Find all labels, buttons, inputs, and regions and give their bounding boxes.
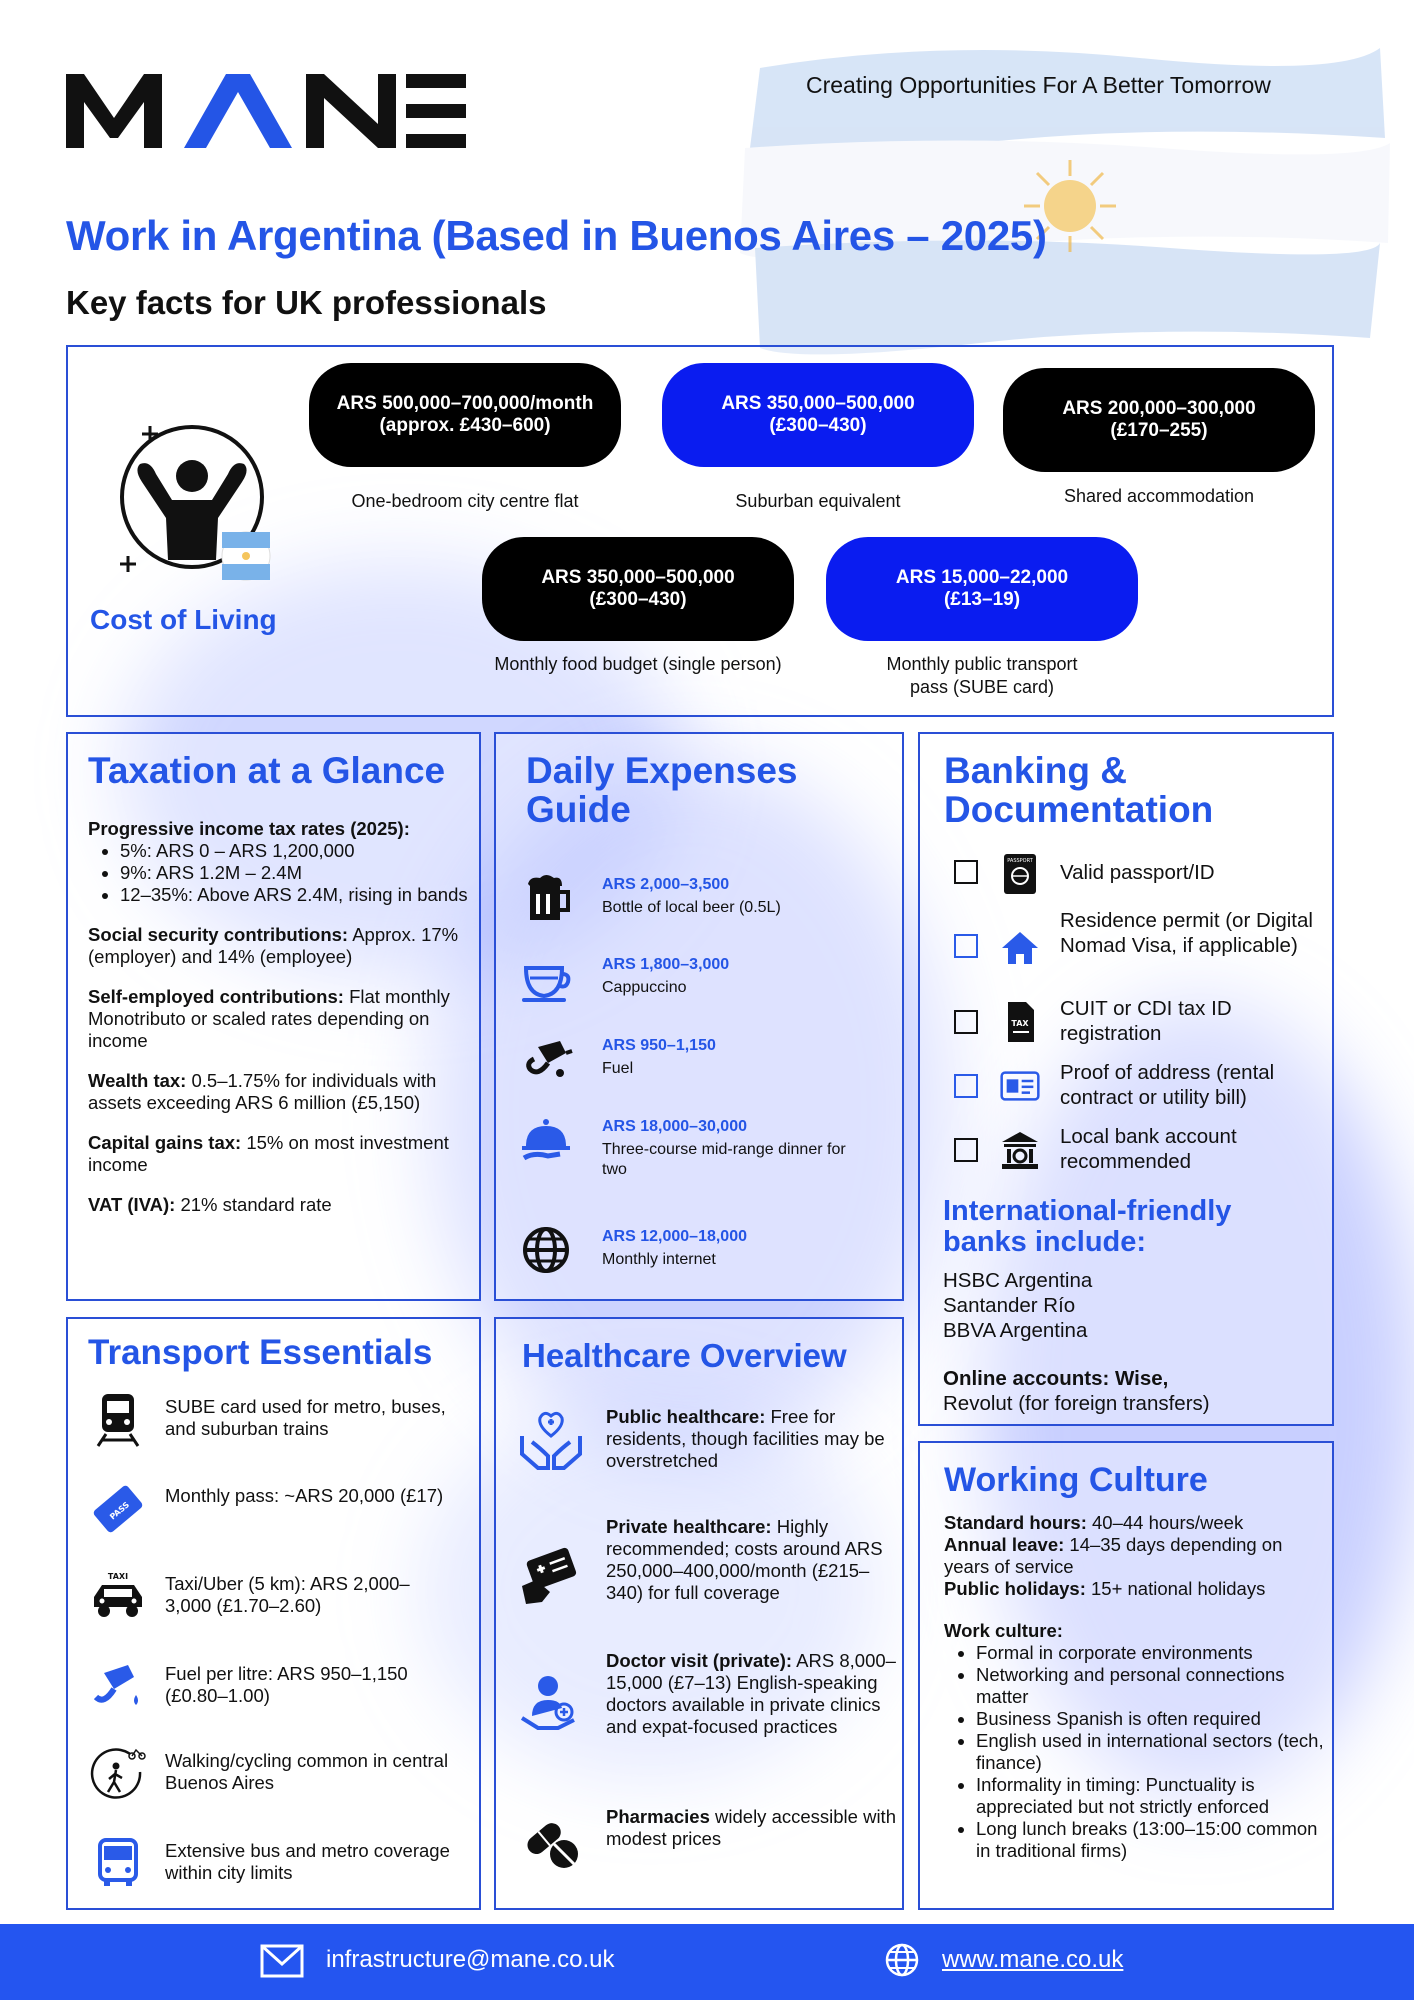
ss-text: Approx. 17% (employer) and 14% (employee) xyxy=(88,924,459,967)
tax-document-icon xyxy=(1000,1002,1040,1042)
cost-pill: ARS 200,000–300,000 (£170–255) xyxy=(1003,368,1315,472)
checkbox[interactable] xyxy=(954,860,978,884)
passport-icon-text: PASSPORT xyxy=(1007,858,1033,864)
footer xyxy=(0,1924,1414,2000)
doc-label: Valid passport/ID xyxy=(1060,861,1215,884)
bank-name: HSBC Argentina xyxy=(943,1269,1093,1292)
healthcare-label-bold: Pharmacies xyxy=(606,1806,710,1827)
cost-pill: ARS 500,000–700,000/month (approx. £430–600) xyxy=(309,363,621,467)
vat-label: VAT (IVA): xyxy=(88,1194,176,1215)
transport-item xyxy=(90,1481,470,1537)
healthcare-label-bold: Public healthcare: xyxy=(606,1406,766,1427)
transport-title: Transport Essentials xyxy=(88,1333,433,1372)
transport-label: Extensive bus and metro coverage within city limits xyxy=(165,1840,450,1883)
cost-caption: Suburban equivalent xyxy=(735,491,901,511)
bank-icon xyxy=(1000,1130,1040,1170)
tax-rate-item: • 5%: ARS 0 – ARS 1,200,000 xyxy=(120,840,470,862)
cost-pill: ARS 15,000–22,000 (£13–19) xyxy=(826,537,1138,641)
healthcare-label xyxy=(606,1516,896,1604)
transport-item xyxy=(90,1746,470,1802)
doc-checklist-item xyxy=(952,996,1322,1048)
heart-hands-icon xyxy=(518,1406,584,1472)
se-label: Self-employed contributions: xyxy=(88,986,344,1007)
page-title: Work in Argentina (Based in Buenos Aires – 2025) xyxy=(66,212,1047,259)
expense-price: ARS 18,000–30,000 xyxy=(602,1118,747,1135)
healthcare-item xyxy=(518,1806,898,1886)
tax-rates-label: Progressive income tax rates (2025): xyxy=(88,818,410,839)
cost-pill: ARS 350,000–500,000 (£300–430) xyxy=(662,363,974,467)
transport-label: Walking/cycling common in central Buenos Aires xyxy=(165,1750,449,1793)
pills-icon xyxy=(518,1810,584,1876)
online-label: Online accounts: Wise, xyxy=(943,1367,1169,1390)
healthcare-label-text: ARS 8,000–15,000 (£7–13) English-speaking doctors available in private clinics and expat-focused practices xyxy=(606,1650,896,1737)
doctor-care-icon xyxy=(518,1672,584,1738)
tagline: Creating Opportunities For A Better Tomorrow xyxy=(806,72,1271,98)
checkbox[interactable] xyxy=(954,1010,978,1034)
footer-website-link[interactable]: www.mane.co.uk xyxy=(942,1946,1124,1973)
cg-text: 15% on most investment income xyxy=(88,1132,449,1175)
healthcare-label-text: Free for residents, though facilities may be overstretched xyxy=(606,1406,885,1471)
bus-icon xyxy=(90,1836,146,1892)
cloche-icon xyxy=(520,1114,574,1168)
walking-cycling-icon xyxy=(90,1746,146,1802)
taxation-content xyxy=(88,818,470,1234)
cost-caption: One-bedroom city centre flat xyxy=(351,491,579,511)
fuel-pump-icon xyxy=(90,1659,146,1715)
expense-desc: Fuel xyxy=(602,1060,634,1077)
page-subtitle: Key facts for UK professionals xyxy=(66,284,547,321)
culture-item: • Long lunch breaks (13:00–15:00 common in traditional firms) xyxy=(976,1818,1324,1862)
healthcare-item xyxy=(518,1516,898,1606)
expense-price: ARS 2,000–3,500 xyxy=(602,876,730,893)
globe-icon xyxy=(884,1942,920,1978)
pass-icon-text: PASS xyxy=(108,1500,132,1522)
checkbox[interactable] xyxy=(954,1138,978,1162)
checkbox[interactable] xyxy=(954,934,978,958)
healthcare-label xyxy=(606,1806,896,1850)
hours-label: Standard hours: xyxy=(944,1512,1087,1533)
ss-label: Social security contributions: xyxy=(88,924,349,945)
checkbox[interactable] xyxy=(954,1074,978,1098)
tax-icon-text: TAX xyxy=(1011,1019,1029,1028)
holidays-label: Public holidays: xyxy=(944,1578,1086,1599)
expense-desc: Monthly internet xyxy=(602,1251,716,1268)
expense-desc: Cappuccino xyxy=(602,979,687,996)
bank-name: Santander Río xyxy=(943,1294,1076,1317)
culture-item: • Informality in timing: Punctuality is appreciated but not strictly enforced xyxy=(976,1774,1324,1818)
taxi-icon-text: TAXI xyxy=(107,1572,129,1581)
wealth-label: Wealth tax: xyxy=(88,1070,187,1091)
online-text: Revolut (for foreign transfers) xyxy=(943,1392,1210,1415)
bank-list xyxy=(943,1268,1092,1343)
expense-item xyxy=(520,952,900,1022)
wealth-text: 0.5–1.75% for individuals with assets exceeding ARS 6 million (£5,150) xyxy=(88,1070,437,1113)
pass-card-icon xyxy=(90,1481,146,1537)
email-icon xyxy=(260,1944,304,1978)
expense-desc: Three-course mid-range dinner for two xyxy=(602,1141,846,1178)
insurance-card-icon xyxy=(518,1546,584,1612)
doc-checklist-item xyxy=(952,1060,1322,1112)
fuel-nozzle-icon xyxy=(520,1033,574,1087)
healthcare-label-text: Highly recommended; costs around ARS 250,000–400,000/month (£215–340) for full coverage xyxy=(606,1516,883,1603)
culture-item: • English used in international sectors (tech, finance) xyxy=(976,1730,1324,1774)
taxi-icon xyxy=(90,1569,146,1625)
house-icon xyxy=(1000,928,1040,968)
healthcare-item xyxy=(518,1650,898,1760)
healthcare-label-bold: Private healthcare: xyxy=(606,1516,772,1537)
transport-item xyxy=(90,1392,470,1448)
expense-item xyxy=(520,1114,900,1184)
transport-item xyxy=(90,1569,470,1625)
healthcare-title: Healthcare Overview xyxy=(522,1337,847,1374)
cost-pill: ARS 350,000–500,000 (£300–430) xyxy=(482,537,794,641)
tax-rate-item: • 9%: ARS 1.2M – 2.4M xyxy=(120,862,470,884)
culture-item: • Formal in corporate environments xyxy=(976,1642,1324,1664)
coffee-icon xyxy=(520,952,574,1006)
cg-label: Capital gains tax: xyxy=(88,1132,242,1153)
taxation-title: Taxation at a Glance xyxy=(88,750,446,791)
doc-checklist-item xyxy=(952,856,1322,896)
tax-rate-item: • 12–35%: Above ARS 2.4M, rising in bands xyxy=(120,884,470,906)
mane-logo xyxy=(66,74,466,148)
cost-caption: Shared accommodation xyxy=(1063,486,1255,506)
id-card-icon xyxy=(1000,1066,1040,1106)
leave-text: 14–35 days depending on years of service xyxy=(944,1534,1283,1577)
expense-price: ARS 1,800–3,000 xyxy=(602,956,730,973)
expense-price: ARS 950–1,150 xyxy=(602,1037,716,1054)
working-culture-title: Working Culture xyxy=(944,1461,1208,1499)
transport-item xyxy=(90,1836,470,1892)
working-culture-content xyxy=(944,1512,1324,1862)
bank-name: BBVA Argentina xyxy=(943,1319,1088,1342)
hours-text: 40–44 hours/week xyxy=(1086,1512,1244,1533)
holidays-text: 15+ national holidays xyxy=(1085,1578,1266,1599)
doc-label: Residence permit (or Digital Nomad Visa, if applicable) xyxy=(1060,909,1313,957)
beer-icon xyxy=(520,872,574,926)
expense-item xyxy=(520,1033,900,1103)
banking-title: Banking & Documentation xyxy=(944,750,1214,830)
transport-label: SUBE card used for metro, buses, and suburban trains xyxy=(165,1396,446,1439)
healthcare-label-text: widely accessible with modest prices xyxy=(606,1806,896,1849)
culture-item: • Business Spanish is often required xyxy=(976,1708,1324,1730)
doc-label: CUIT or CDI tax ID registration xyxy=(1060,997,1232,1045)
train-icon xyxy=(90,1392,146,1448)
expense-price: ARS 12,000–18,000 xyxy=(602,1228,747,1245)
daily-expenses-title: Daily Expenses Guide xyxy=(526,750,798,830)
person-cheering-icon xyxy=(100,420,280,590)
online-accounts xyxy=(943,1366,1210,1416)
transport-label: Fuel per litre: ARS 950–1,150 (£0.80–1.00) xyxy=(165,1663,408,1706)
culture-label: Work culture: xyxy=(944,1620,1063,1641)
transport-label: Taxi/Uber (5 km): ARS 2,000–3,000 (£1.70–2.60) xyxy=(165,1573,410,1616)
banks-title: International-friendly banks include: xyxy=(943,1195,1232,1258)
vat-text: 21% standard rate xyxy=(175,1194,332,1215)
expense-desc: Bottle of local beer (0.5L) xyxy=(602,899,781,916)
healthcare-label xyxy=(606,1406,896,1472)
doc-checklist-item xyxy=(952,1124,1322,1176)
doc-label: Proof of address (rental contract or utility bill) xyxy=(1060,1061,1275,1109)
healthcare-label xyxy=(606,1650,896,1738)
globe-icon xyxy=(520,1224,574,1278)
healthcare-item xyxy=(518,1406,898,1496)
cost-caption: Monthly food budget (single person) xyxy=(494,654,782,674)
cost-caption: Monthly public transport pass (SUBE card) xyxy=(886,654,1078,697)
transport-label: Monthly pass: ~ARS 20,000 (£17) xyxy=(165,1485,444,1506)
footer-email[interactable]: infrastructure@mane.co.uk xyxy=(326,1946,615,1973)
transport-item xyxy=(90,1659,470,1715)
doc-label: Local bank account recommended xyxy=(1060,1125,1237,1173)
doc-checklist-item xyxy=(952,908,1322,984)
se-text: Flat monthly Monotributo or scaled rates depending on income xyxy=(88,986,450,1051)
healthcare-label-bold: Doctor visit (private): xyxy=(606,1650,793,1671)
leave-label: Annual leave: xyxy=(944,1534,1065,1555)
culture-item: • Networking and personal connections matter xyxy=(976,1664,1324,1708)
expense-item xyxy=(520,1224,900,1294)
cost-of-living-label: Cost of Living xyxy=(90,604,277,635)
passport-icon xyxy=(1000,854,1040,894)
expense-item xyxy=(520,872,900,942)
